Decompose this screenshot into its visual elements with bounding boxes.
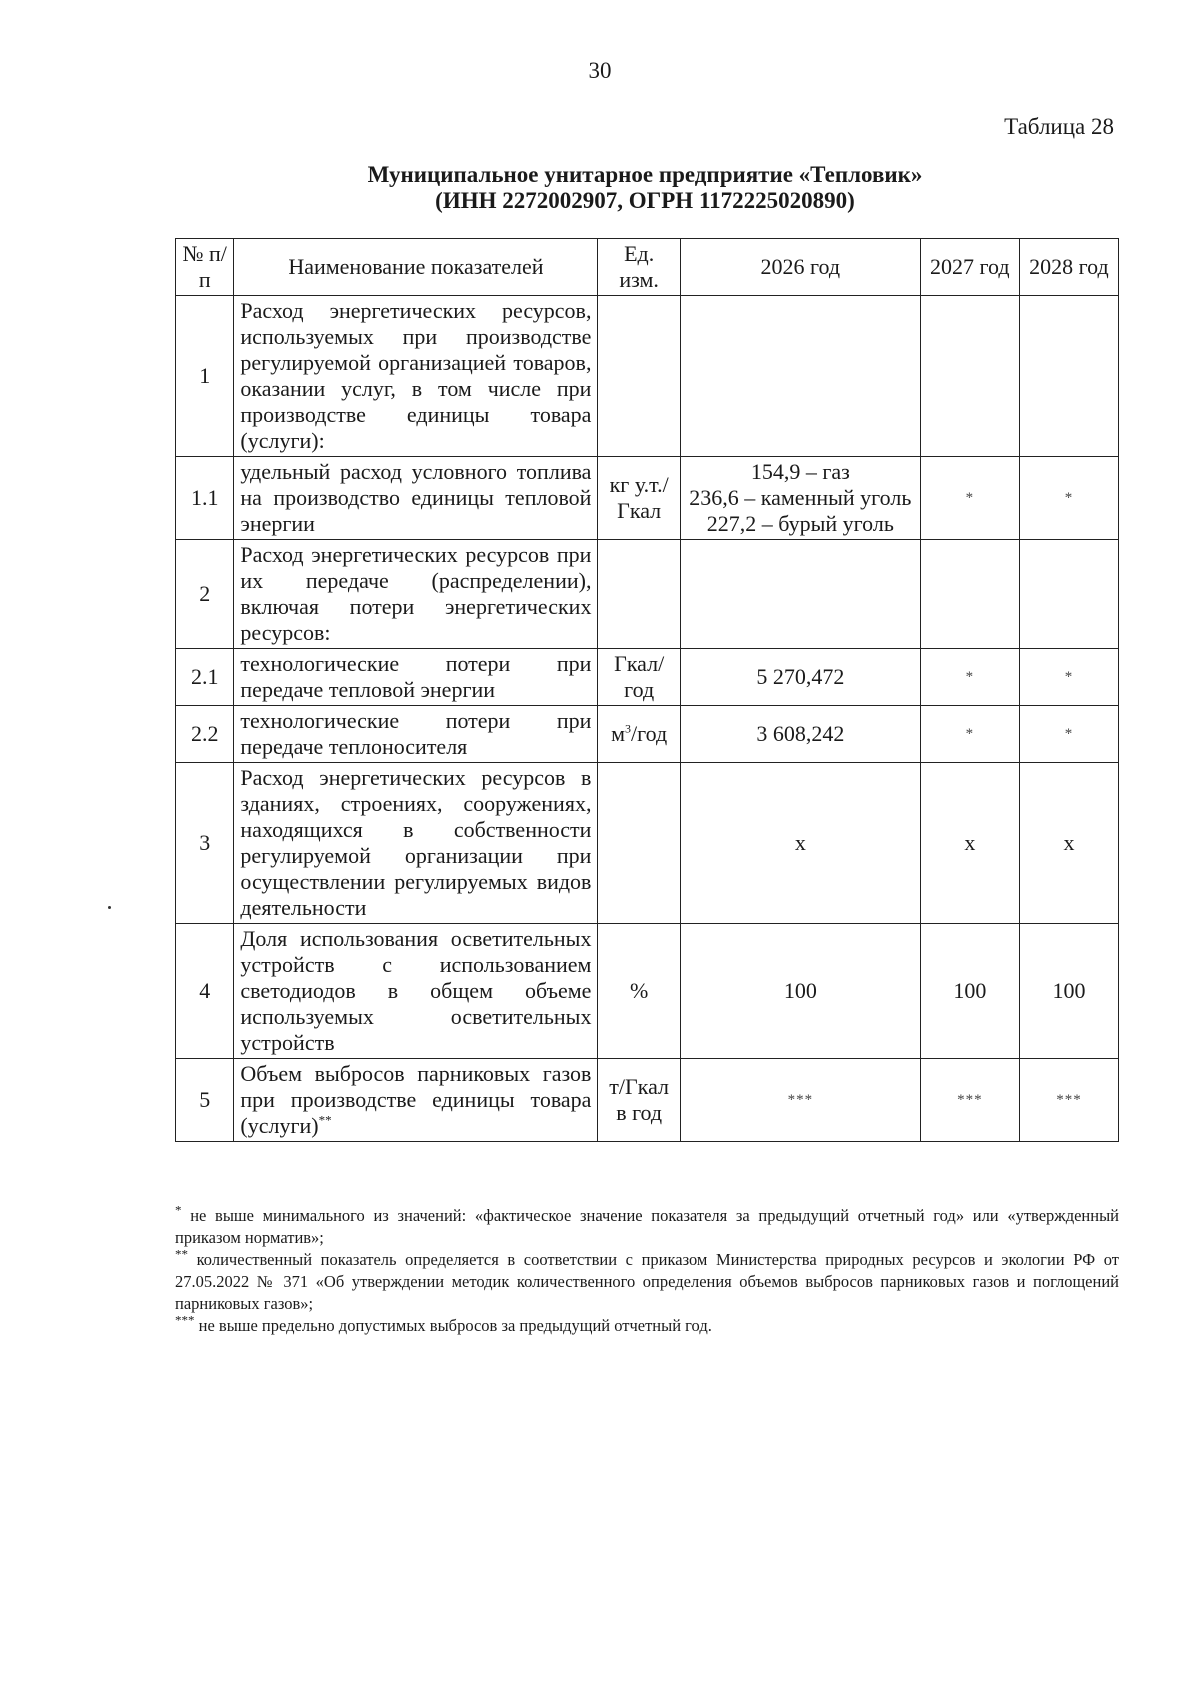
header-name: Наименование показателей [234,239,598,296]
row-name: технологические потери при передаче тепловой энергии [234,649,598,706]
footnote-text: количественный показатель определяется в соответствии с приказом Министерства природных ресурсов и экологии РФ от 27.05.2022 № 371 «Об утверждении методик количественного определения объемов выбросов парниковых газов и поглощений парниковых газов»; [175,1250,1120,1313]
header-num: № п/п [176,239,234,296]
footnote [175,1312,1119,1337]
row-2028: * [1019,457,1118,540]
row-name: технологические потери при передаче теплоносителя [234,706,598,763]
table-row [176,1059,1119,1142]
organization-title [0,162,1200,214]
table-row [176,763,1119,924]
row-unit: % [598,924,680,1059]
footnote [175,1202,1119,1249]
row-name: Расход энергетических ресурсов в зданиях, строениях, сооружениях, находящихся в собственности регулируемой организации при осуществлении регулируемых видов деятельности [234,763,598,924]
row-2026 [680,457,920,540]
row-name: Расход энергетических ресурсов при их передаче (распределении), включая потери энергетических ресурсов: [234,540,598,649]
row-2028: 100 [1019,924,1118,1059]
footnote-mark: *** [175,1312,195,1328]
row-num: 2 [176,540,234,649]
header-2028: 2028 год [1019,239,1118,296]
value-brown-coal: 227,2 – бурый уголь [706,511,894,536]
value-hard-coal: 236,6 – каменный уголь [689,485,912,510]
row-name: Доля использования осветительных устройств с использованием светодиодов в общем объеме используемых осветительных устройств [234,924,598,1059]
row-unit: кг у.т./ Гкал [598,457,680,540]
footnote-mark: * [175,1202,182,1218]
footnote [175,1246,1120,1315]
unit-base: м [611,721,626,746]
row-2026: х [680,763,920,924]
row-num: 2.1 [176,649,234,706]
row-2027: * [920,457,1019,540]
row-2026: 100 [680,924,920,1059]
row-unit [598,540,680,649]
row-2028 [1019,540,1118,649]
header-2026: 2026 год [680,239,920,296]
row-2028 [1019,296,1118,457]
unit-superscript: 3 [625,721,632,736]
scan-dot [108,906,111,909]
row-2026: 3 608,242 [680,706,920,763]
table-row [176,457,1119,540]
organization-name: Муниципальное унитарное предприятие «Тепловик» [367,162,923,187]
row-num: 1 [176,296,234,457]
row-name: удельный расход условного топлива на производство единицы тепловой энергии [234,457,598,540]
table-row [176,649,1119,706]
row-name: Расход энергетических ресурсов, используемых при производстве регулируемой организацией товаров, оказании услуг, в том числе при производстве единицы товара (услуги): [234,296,598,457]
table-row [176,540,1119,649]
row-2028: х [1019,763,1118,924]
row-2026: 5 270,472 [680,649,920,706]
organization-ids: (ИНН 2272002907, ОГРН 1172225020890) [435,188,855,213]
row-2026 [680,296,920,457]
footnote-mark: ** [318,1112,332,1128]
row-num: 2.2 [176,706,234,763]
row-2027 [920,540,1019,649]
table-header-row [176,239,1119,296]
row-2026: *** [680,1059,920,1142]
row-num: 1.1 [176,457,234,540]
header-unit: Ед. изм. [598,239,680,296]
value-gas: 154,9 – газ [750,459,850,484]
row-2027: х [920,763,1019,924]
footnote-mark: ** [175,1246,188,1262]
indicators-table [175,238,1119,1142]
row-2027: 100 [920,924,1019,1059]
row-2027 [920,296,1019,457]
row-2028: *** [1019,1059,1118,1142]
row-2026 [680,540,920,649]
page-number: 30 [588,58,612,83]
row-unit [598,296,680,457]
row-unit: Гкал/ год [598,649,680,706]
row-2027: * [920,649,1019,706]
footnote-text: не выше предельно допустимых выбросов за предыдущий отчетный год. [198,1316,712,1335]
row-2027: *** [920,1059,1019,1142]
row-name [234,1059,598,1142]
table-number: Таблица 28 [1004,114,1114,139]
row-unit: т/Гкал в год [598,1059,680,1142]
row-num: 4 [176,924,234,1059]
row-2028: * [1019,649,1118,706]
row-2027: * [920,706,1019,763]
row-num: 5 [176,1059,234,1142]
row-2028: * [1019,706,1118,763]
row-num: 3 [176,763,234,924]
table-row [176,296,1119,457]
header-2027: 2027 год [920,239,1019,296]
row-unit [598,706,680,763]
footnote-text: не выше минимального из значений: «фактическое значение показателя за предыдущий отчетный год» или «утвержденный приказом норматив»; [175,1206,1119,1247]
row-name-text: Объем выбросов парниковых газов при производстве единицы товара (услуги) [240,1061,592,1138]
footnotes [175,1202,1120,1337]
table-row [176,924,1119,1059]
row-unit [598,763,680,924]
unit-rest: /год [631,721,668,746]
table-row [176,706,1119,763]
